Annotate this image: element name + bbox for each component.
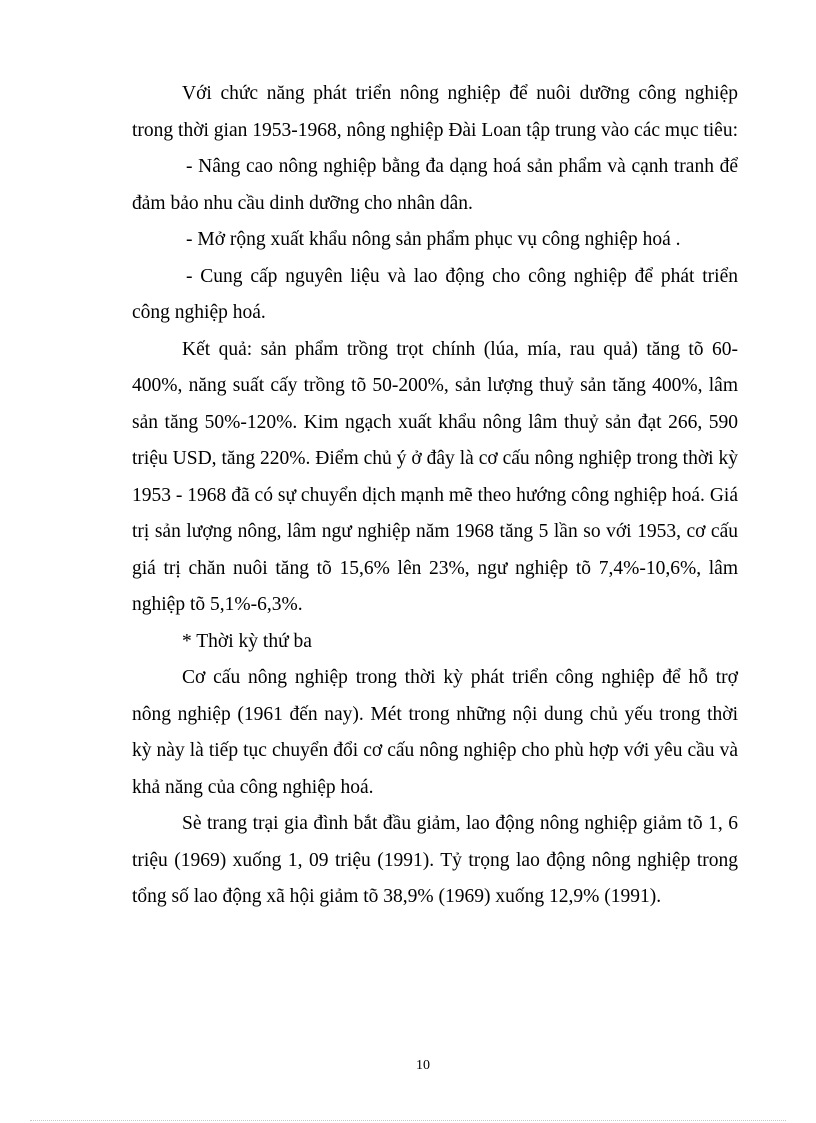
bullet-item-2: - Mở rộng xuất khẩu nông sản phẩm phục vụ công nghiệp hoá .	[186, 229, 681, 250]
paragraph-results: Kết quả: sản phẩm trồng trọt chính (lúa, mía, rau quả) tăng tõ 60-400%, năng suất cấy trồng tõ 50-200%, sản lượng thuỷ sản tăng 400%, lâm sản tăng 50%-120%. Kim ngạch xuất khẩu nông lâm thuỷ sản đạt 266, 590 triệu USD, tăng 220%. Điểm chủ ý ở đây là cơ cấu nông nghiệp trong thời kỳ 1953 - 1968 đã có sự chuyển dịch mạnh mẽ theo hướng công nghiệp hoá. Giá trị sản lượng nông, lâm ngư nghiệp năm 1968 tăng 5 lần so với 1953, cơ cấu giá trị chăn nuôi tăng tõ 15,6% lên 23%, ngư nghiệp tõ 7,4%-10,6%, lâm nghiệp tõ 5,1%-6,3%.	[132, 338, 738, 615]
footer-divider	[30, 1120, 786, 1121]
section-heading: * Thời kỳ thứ ba	[182, 630, 312, 652]
paragraph-third-period: Cơ cấu nông nghiệp trong thời kỳ phát triển công nghiệp để hỗ trợ nông nghiệp (1961 đến nay). Mét trong những nội dung chủ yếu trong thời kỳ này là tiếp tục chuyển đổi cơ cấu nông nghiệp cho phù hợp với yêu cầu và khả năng của công nghiệp hoá.	[132, 667, 738, 798]
paragraph-intro: Với chức năng phát triển nông nghiệp để nuôi dưỡng công nghiệp trong thời gian 1953-1968, nông nghiệp Đài Loan tập trung vào các mục tiêu:	[132, 83, 739, 141]
bullet-item-1: - Nâng cao nông nghiệp bằng đa dạng hoá sản phẩm và cạnh tranh để đảm bảo nhu cầu dinh dưỡng cho nhân dân.	[132, 156, 738, 214]
paragraph-labor: Sè trang trại gia đình bắt đầu giảm, lao động nông nghiệp giảm tõ 1, 6 triệu (1969) xuống 1, 09 triệu (1991). Tỷ trọng lao động nông nghiệp trong tổng số lao động xã hội giảm tõ 38,9% (1969) xuống 12,9% (1991).	[132, 813, 738, 907]
document-body	[132, 76, 738, 916]
bullet-item-3: - Cung cấp nguyên liệu và lao động cho công nghiệp để phát triển công nghiệp hoá.	[132, 265, 738, 323]
page-number: 10	[416, 1058, 430, 1073]
